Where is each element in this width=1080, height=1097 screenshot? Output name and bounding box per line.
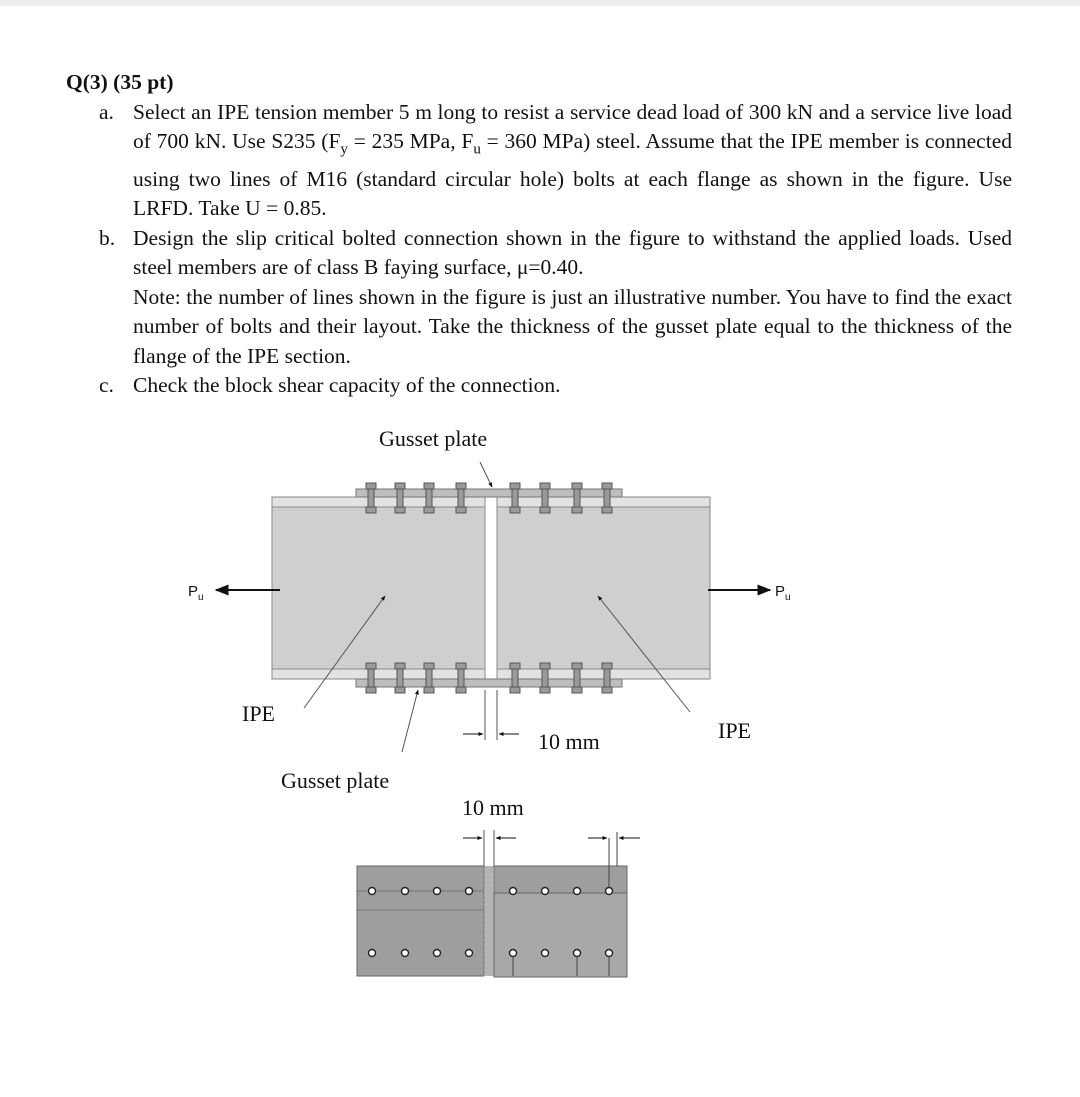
ipe-right-label: IPE xyxy=(718,718,751,743)
gap-dimension-plan xyxy=(462,795,640,866)
pu-right-label: $P_u$ xyxy=(775,583,791,603)
pu-left-label: $P_u$ xyxy=(188,583,204,603)
bolts-bottom-flange xyxy=(366,663,612,693)
item-b-label: b. xyxy=(99,225,116,250)
item-c-text: Check the block shear capacity of the connection. xyxy=(133,373,561,398)
gusset-plate-top xyxy=(356,489,622,497)
item-b-text: Design the slip critical bolted connection shown in the figure to withstand the applied loads. Used steel members are of class B faying surface, μ=0.40. xyxy=(133,225,1012,280)
gusset-plate-bottom-label: Gusset plate xyxy=(281,768,390,793)
gap-label-plan: 10 mm xyxy=(462,795,524,820)
item-a-label: a. xyxy=(99,99,114,124)
gusset-plate-bottom xyxy=(356,679,622,687)
load-arrow-right xyxy=(708,583,791,603)
ipe-left-label: IPE xyxy=(242,701,275,726)
plan-view xyxy=(357,866,627,977)
item-a-text: Select an IPE tension member 5 m long to resist a service dead load of 300 kN and a service live load of 700 kN. Use S235 ($F_y = 235$ MPa, $F_u = 360$ MPa) steel. Assume that the IPE member is connected using two lines of M16 (standard circular hole) bolts at each flange as shown in the figure. Use LRFD. Take U = 0.85. xyxy=(133,99,1012,221)
ipe-right-member xyxy=(497,497,710,679)
gap-label-side: 10 mm xyxy=(538,729,600,754)
item-b-note: Note: the number of lines shown in the figure is just an illustrative number. You have to find the exact number of bolts and their layout. Take the thickness of the gusset plate equal to the thickness of the flange of the IPE section. xyxy=(133,284,1012,368)
question-title: Q(3) (35 pt) xyxy=(66,70,174,94)
ipe-left-member xyxy=(272,497,485,679)
gap-dimension-side xyxy=(463,690,600,754)
bolts-top-flange xyxy=(366,483,612,513)
gusset-plate-top-label: Gusset plate xyxy=(379,426,488,451)
load-arrow-left xyxy=(188,583,280,603)
item-c-label: c. xyxy=(99,373,114,398)
